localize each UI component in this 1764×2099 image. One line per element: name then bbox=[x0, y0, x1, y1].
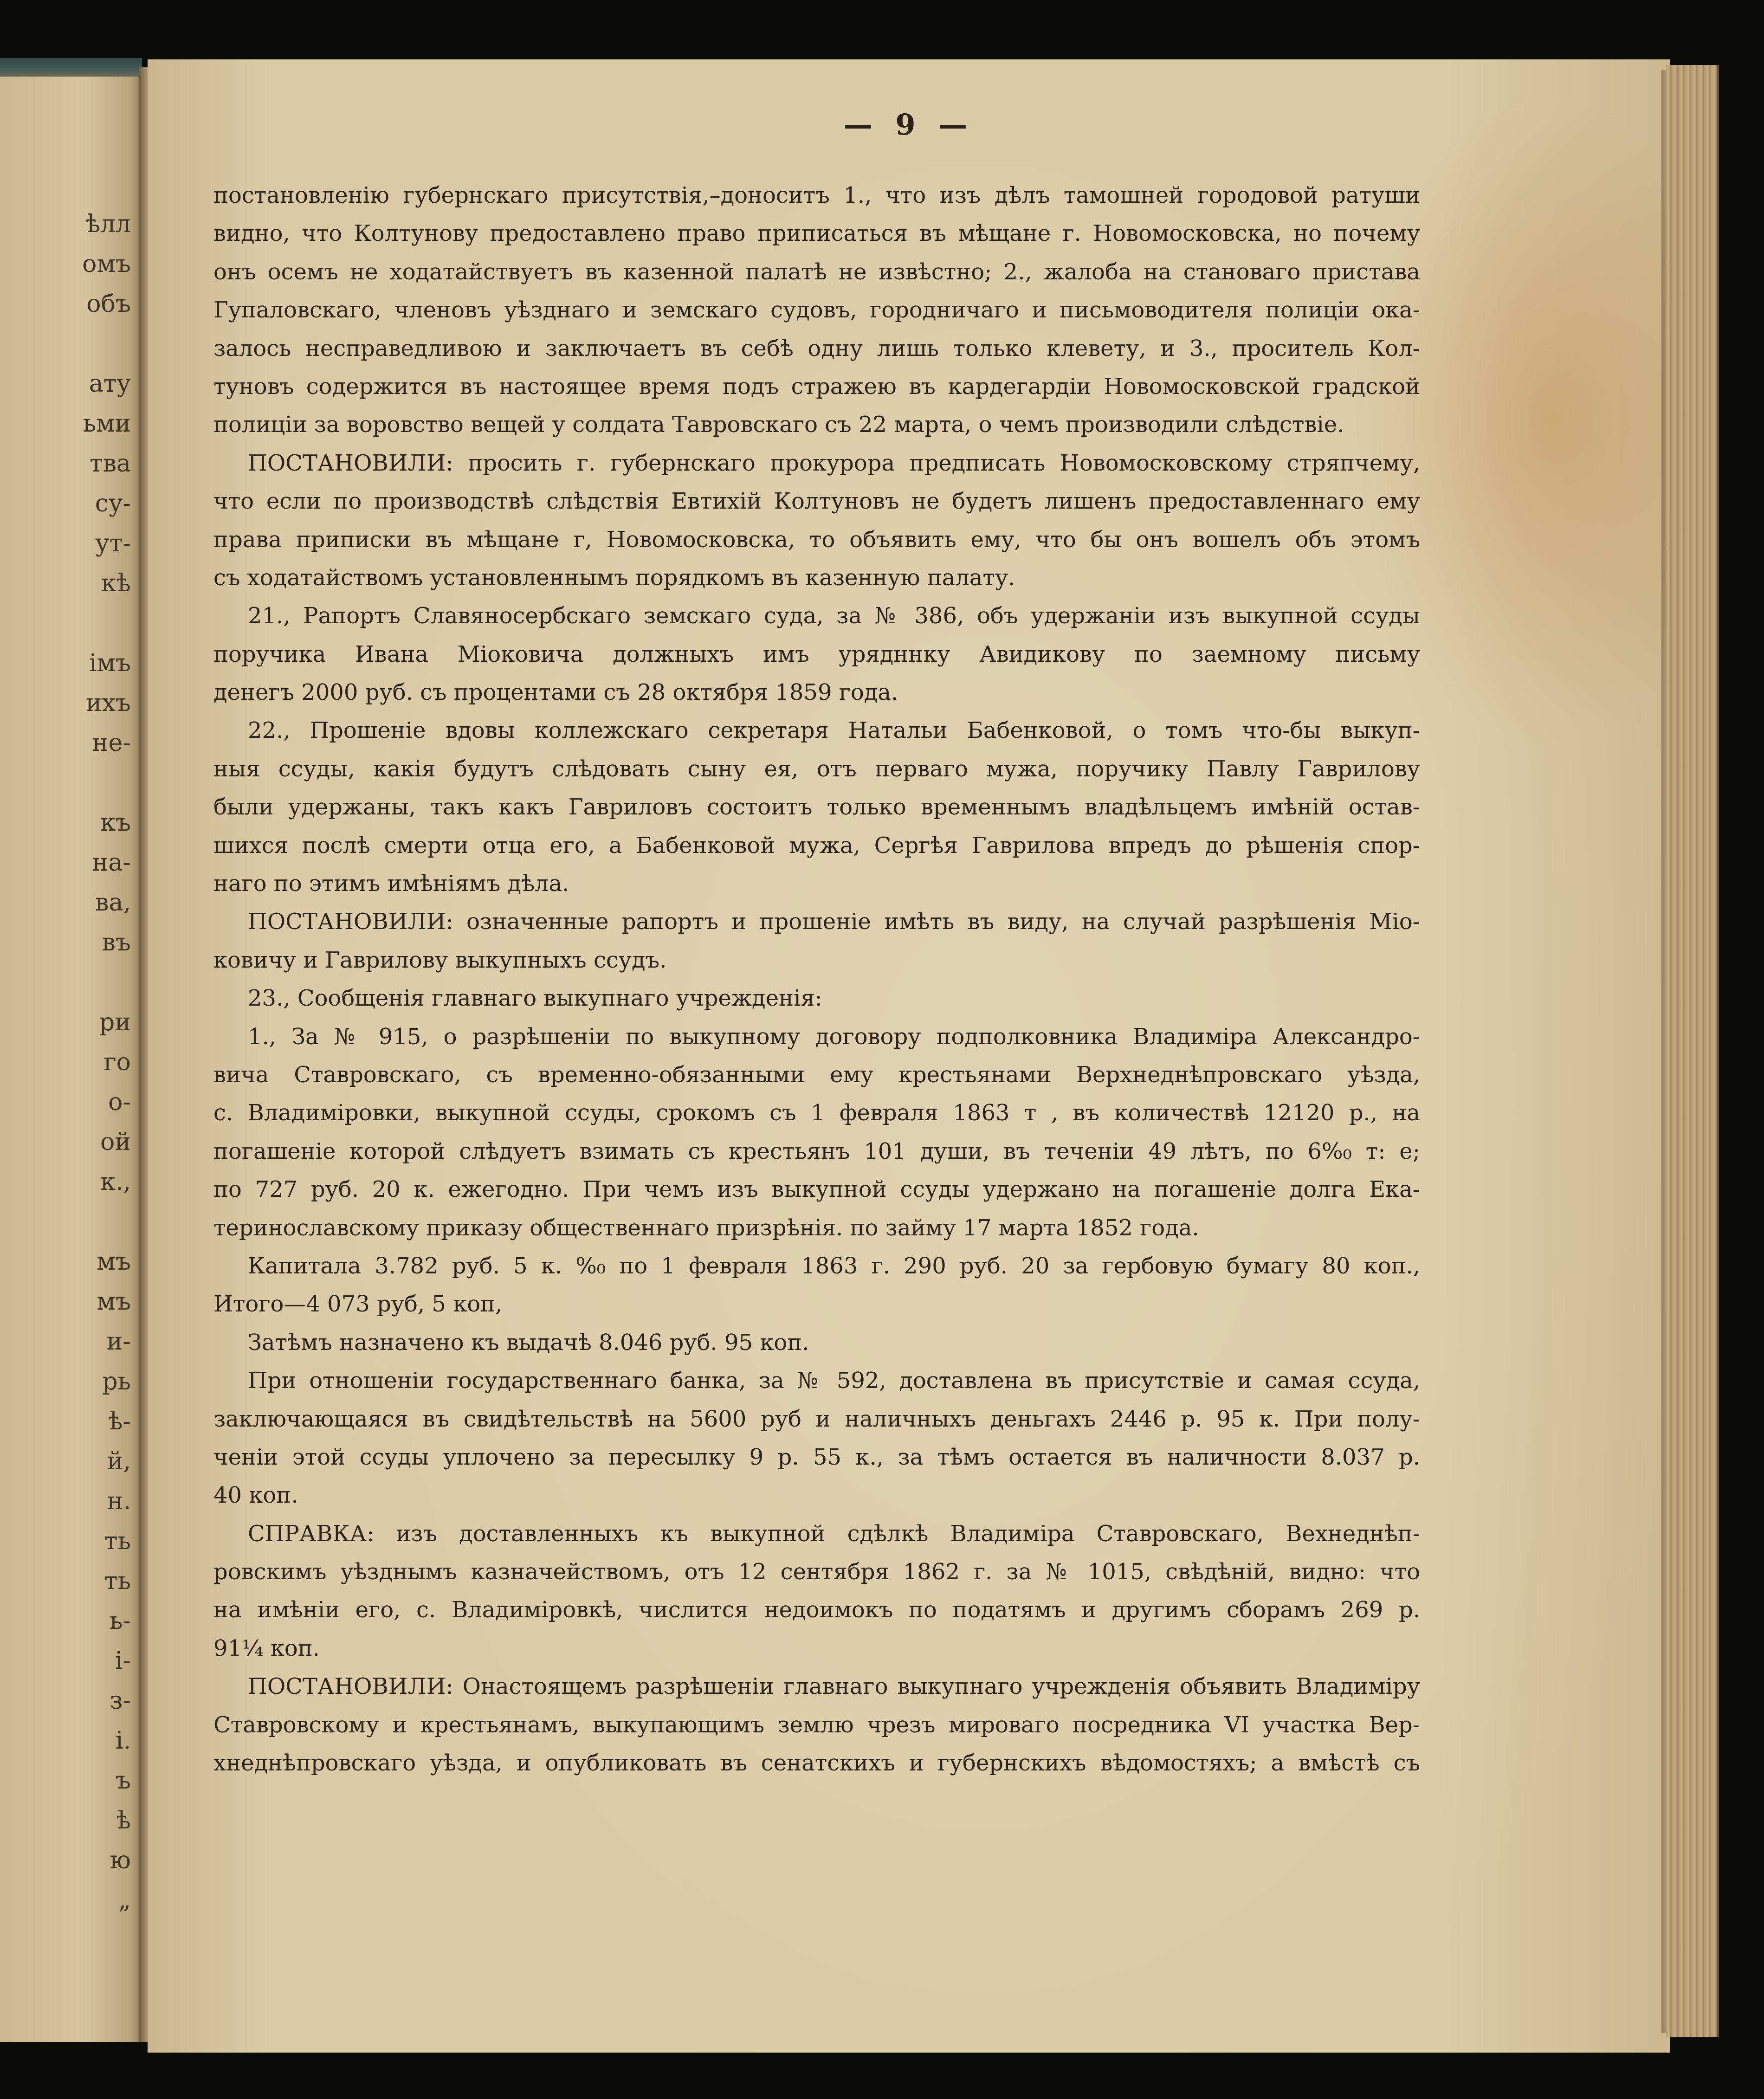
text-line: 23., Сообщенія главнаго выкупнаго учрежденія: bbox=[248, 985, 822, 1012]
left-page-fragment: ъ bbox=[115, 1767, 131, 1795]
left-page-fragment: „ bbox=[118, 1886, 131, 1914]
text-line: ковичу и Гаврилову выкупныхъ ссудъ. bbox=[213, 947, 667, 973]
text-line: ПОСТАНОВИЛИ: означенные рапортъ и прошеніе имѣть въ виду, на случай разрѣшенія Міо- bbox=[248, 909, 1420, 935]
text-line: залось несправедливою и заключаетъ въ себѣ одну лишь только клевету, и 3., проситель Кол- bbox=[213, 335, 1420, 362]
left-page-fragment: і- bbox=[115, 1647, 131, 1675]
text-line: теринославскому приказу общественнаго призрѣнія. по займу 17 марта 1852 года. bbox=[213, 1214, 1199, 1241]
text-line: по 727 руб. 20 к. ежегодно. При чемъ изъ выкупной ссуды удержано на погашеніе долга Ека- bbox=[213, 1176, 1420, 1203]
text-line: на имѣніи его, с. Владиміровкѣ, числится недоимокъ по податямъ и другимъ сборамъ 269 р. bbox=[213, 1597, 1420, 1623]
left-page-fragment bbox=[66, 324, 131, 364]
left-page-fragment: су- bbox=[95, 490, 131, 517]
text-line: постановленію губернскаго присутствія,–доноситъ 1., что изъ дѣлъ тамошней городовой ратуши bbox=[213, 182, 1420, 208]
left-page-fragment: тва bbox=[89, 450, 131, 478]
left-page-fragment: не- bbox=[92, 729, 131, 757]
text-line: что если по производствѣ слѣдствія Евтихій Колтуновъ не будетъ лишенъ предоставленнаго ему bbox=[213, 488, 1420, 515]
page-body-text bbox=[213, 176, 1420, 1782]
left-page-cover-edge bbox=[0, 58, 142, 77]
text-line: Итого—4 073 руб, 5 коп, bbox=[213, 1291, 503, 1318]
left-page-text-fragments bbox=[66, 204, 131, 1920]
text-line: ПОСТАНОВИЛИ: Онастоящемъ разрѣшеніи главнаго выкупнаго учрежденія объявить Владиміру bbox=[248, 1673, 1420, 1700]
left-page-fragment: ри bbox=[99, 1008, 131, 1036]
text-line: вича Ставровскаго, съ временно-обязанными ему крестьянами Верхнеднѣпровскаго уѣзда, bbox=[213, 1061, 1420, 1088]
text-line: 1., За № 915, о разрѣшеніи по выкупному договору подполковника Владиміра Александро- bbox=[248, 1023, 1420, 1050]
left-page-fragment: ѣлл bbox=[85, 210, 131, 238]
text-line: хнеднѣпровскаго уѣзда, и опубликовать въ сенатскихъ и губернскихъ вѣдомостяхъ; а вмѣстѣ съ bbox=[213, 1750, 1420, 1776]
text-line: 40 коп. bbox=[213, 1482, 298, 1509]
text-line: ченіи этой ссуды уплочено за пересылку 9 р. 55 к., за тѣмъ остается въ наличности 8.037 р. bbox=[213, 1444, 1420, 1470]
left-page-fragment bbox=[66, 962, 131, 1002]
left-page-fragment bbox=[66, 1202, 131, 1242]
left-page bbox=[0, 74, 142, 2042]
left-page-fragment: н. bbox=[107, 1487, 131, 1515]
text-line: онъ осемъ не ходатайствуетъ въ казенной палатѣ не извѣстно; 2., жалоба на становаго пристава bbox=[213, 258, 1420, 285]
left-page-fragment: к., bbox=[100, 1168, 131, 1196]
text-line: Затѣмъ назначено къ выдачѣ 8.046 руб. 95 коп. bbox=[248, 1329, 809, 1356]
text-line: При отношеніи государственнаго банка, за № 592, доставлена въ присутствіе и самая ссуда, bbox=[248, 1368, 1420, 1394]
left-page-fragment: ь- bbox=[110, 1607, 131, 1635]
text-line: поручика Ивана Міоковича должныхъ имъ урядннку Авидикову по заемному письму bbox=[213, 641, 1420, 667]
page-number: — 9 — bbox=[843, 108, 974, 142]
left-page-fragment: ихъ bbox=[85, 689, 131, 717]
text-line: Капитала 3.782 руб. 5 к. %₀ по 1 февраля 1863 г. 290 руб. 20 за гербовую бумагу 80 коп., bbox=[248, 1253, 1420, 1279]
text-line: 91¼ коп. bbox=[213, 1635, 320, 1661]
left-page-fragment: мъ bbox=[97, 1288, 131, 1316]
left-page-fragment: з- bbox=[110, 1687, 131, 1715]
left-page-fragment: ой bbox=[100, 1128, 131, 1156]
left-page-fragment: мъ bbox=[97, 1248, 131, 1276]
left-page-fragment: въ bbox=[102, 929, 131, 956]
left-page-fragment: ату bbox=[89, 370, 131, 398]
left-page-fragment: рь bbox=[102, 1368, 131, 1395]
left-page-fragment: кѣ bbox=[101, 569, 131, 597]
text-line: ровскимъ уѣзднымъ казначействомъ, отъ 12 сентября 1862 г. за № 1015, свѣдѣній, видно: что bbox=[213, 1559, 1420, 1585]
text-line: 21., Рапортъ Славяносербскаго земскаго суда, за № 386, объ удержаніи изъ выкупной ссуды bbox=[248, 603, 1420, 629]
text-line: ныя ссуды, какія будутъ слѣдовать сыну ея, отъ перваго мужа, поручику Павлу Гаврилову bbox=[213, 756, 1420, 782]
left-page-fragment: ьми bbox=[83, 410, 131, 438]
text-line: наго по этимъ имѣніямъ дѣла. bbox=[213, 871, 569, 897]
left-page-fragment bbox=[66, 763, 131, 803]
text-line: шихся послѣ смерти отца его, а Бабенковой мужа, Сергѣя Гаврилова впредъ до рѣшенія спор- bbox=[213, 832, 1420, 859]
text-line: с. Владиміровки, выкупной ссуды, срокомъ съ 1 февраля 1863 т , въ количествѣ 12120 р., на bbox=[213, 1100, 1420, 1126]
left-page-fragment: ѣ- bbox=[108, 1408, 131, 1435]
left-page-fragment: ва, bbox=[95, 889, 131, 917]
left-page-fragment: й, bbox=[107, 1447, 131, 1475]
left-page-fragment bbox=[66, 603, 131, 643]
left-page-fragment: імъ bbox=[89, 649, 131, 677]
page-stack-edges bbox=[1666, 65, 1719, 2037]
left-page-fragment: объ bbox=[86, 290, 131, 318]
text-line: права приписки въ мѣщане г, Новомосковска, то объявить ему, что бы онъ вошелъ объ этомъ bbox=[213, 526, 1420, 553]
left-page-fragment: ѣ bbox=[116, 1807, 131, 1834]
left-page-fragment: къ bbox=[100, 809, 131, 837]
left-page-fragment: го bbox=[103, 1048, 131, 1076]
text-line: СПРАВКА: изъ доставленныхъ къ выкупной сдѣлкѣ Владиміра Ставровскаго, Вехнеднѣп- bbox=[248, 1520, 1420, 1547]
text-line: полиціи за воровство вещей у солдата Тавровскаго съ 22 марта, о чемъ производили слѣдствіе. bbox=[213, 412, 1344, 438]
text-line: Ставровскому и крестьянамъ, выкупающимъ землю чрезъ мироваго посредника VI участка Вер- bbox=[213, 1711, 1420, 1738]
left-page-fragment: і. bbox=[115, 1727, 131, 1755]
left-page-fragment: ть bbox=[104, 1527, 131, 1555]
text-line: денегъ 2000 руб. съ процентами съ 28 октября 1859 года. bbox=[213, 679, 898, 706]
left-page-fragment: на- bbox=[92, 849, 131, 877]
text-line: туновъ содержится въ настоящее время подъ стражею въ кардегардіи Новомосковской градской bbox=[213, 373, 1420, 400]
text-line: были удержаны, такъ какъ Гавриловъ состоитъ только временнымъ владѣльцемъ имѣній остав- bbox=[213, 794, 1420, 820]
left-page-fragment: ут- bbox=[95, 530, 131, 557]
text-line: заключающаяся въ свидѣтельствѣ на 5600 руб и наличныхъ деньгахъ 2446 р. 95 к. При полу- bbox=[213, 1406, 1420, 1432]
left-page-fragment: о- bbox=[108, 1088, 131, 1116]
text-line: ПОСТАНОВИЛИ: просить г. губернскаго прокурора предписать Новомосковскому стряпчему, bbox=[248, 450, 1420, 476]
text-line: погашеніе которой слѣдуетъ взимать съ крестьянъ 101 души, въ теченіи 49 лѣтъ, по 6%₀ т: е; bbox=[213, 1138, 1420, 1164]
text-line: видно, что Колтунову предоставлено право приписаться въ мѣщане г. Новомосковска, но почему bbox=[213, 220, 1420, 247]
text-line: 22., Прошеніе вдовы коллежскаго секретаря Натальи Бабенковой, о томъ что-бы выкуп- bbox=[248, 717, 1420, 744]
text-line: Гупаловскаго, членовъ уѣзднаго и земскаго судовъ, городничаго и письмоводителя полиціи ока- bbox=[213, 297, 1420, 323]
left-page-fragment: ю bbox=[110, 1847, 131, 1874]
left-page-fragment: и- bbox=[106, 1328, 131, 1356]
left-page-fragment: ть bbox=[104, 1567, 131, 1595]
left-page-fragment: омъ bbox=[82, 250, 131, 278]
text-line: съ ходатайствомъ установленнымъ порядкомъ въ казенную палату. bbox=[213, 564, 1015, 591]
